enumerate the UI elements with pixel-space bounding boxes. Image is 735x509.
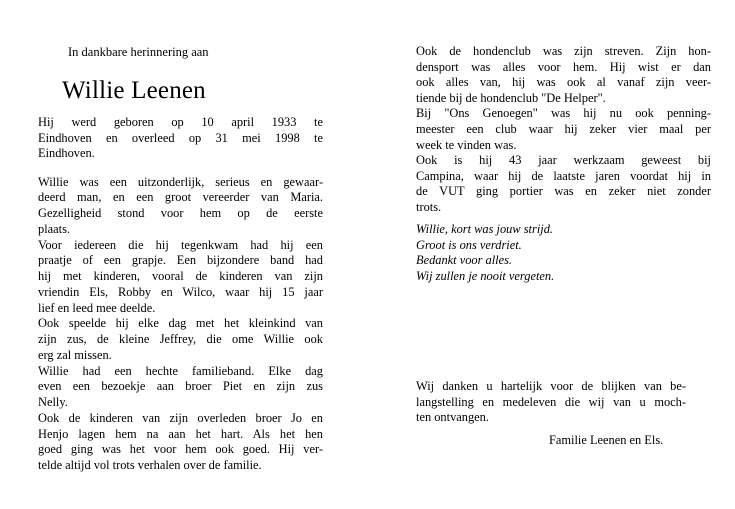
text-line: tiende bij de hondenclub "De Helper". xyxy=(416,90,606,105)
text-line: Willie had een hechte familieband. Elke dag xyxy=(38,363,323,378)
text-line: Ook is hij 43 jaar werkzaam geweest bij xyxy=(416,153,711,168)
text-line: deerd man, en een groot vereerder van Maria. xyxy=(38,190,323,205)
text-line: Gezelligheid stond voor hem op de eerste xyxy=(38,206,323,220)
text-line: even een bezoekje aan broer Piet en zijn zus xyxy=(38,379,323,394)
text-line: Henjo lagen hem na aan het hart. Als het hen xyxy=(38,426,323,441)
text-line: week te vinden was. xyxy=(416,137,517,152)
poem-line: Wij zullen je nooit vergeten. xyxy=(416,268,555,283)
text-line: telde altijd vol trots verhalen over de familie. xyxy=(38,458,262,472)
text-line: meester een club waar hij zeker vier maal per xyxy=(416,122,711,136)
text-line: Eindhoven en overleed op 31 mei 1998 te xyxy=(38,130,323,145)
text-line: Ook de hondenclub was zijn streven. Zijn hon- xyxy=(416,44,711,58)
text-line: Ook de kinderen van zijn overleden broer Jo en xyxy=(38,410,323,425)
text-line: trots. xyxy=(416,200,442,214)
text-line: hij met kinderen, vooral de kinderen van zijn xyxy=(38,269,323,283)
deceased-name: Willie Leenen xyxy=(62,77,206,104)
text-line: vriendin Els, Robby en Wilco, waar hij 15 jaar xyxy=(38,284,323,299)
text-line: Willie was een uitzonderlijk, serieus en gewaar- xyxy=(38,174,323,189)
text-line: ook alles van, hij was ook al vanaf zijn veer- xyxy=(416,75,711,90)
text-line: Campina, waar hij de laatste jaren voordat hij in xyxy=(416,168,711,183)
poem-line: Willie, kort was jouw strijd. xyxy=(416,222,553,236)
text-line: erg zal missen. xyxy=(38,347,112,362)
text-line: goed ging was het voor hem ook goed. Hij ver- xyxy=(38,442,323,457)
text-line: de VUT ging portier was en zeker niet zonder xyxy=(416,184,711,199)
text-line: zijn zus, de kleine Jeffrey, die ome Willie ook xyxy=(38,332,323,346)
text-line: plaats. xyxy=(38,221,70,236)
text-line: Hij werd geboren op 10 april 1933 te xyxy=(38,115,323,129)
text-line: lief en leed mee deelde. xyxy=(38,300,156,315)
poem-line: Groot is ons verdriet. xyxy=(416,237,522,252)
text-line: ten ontvangen. xyxy=(416,410,489,425)
text-line: Nelly. xyxy=(38,395,68,409)
text-line: praatje of een grapje. Een bijzondere band had xyxy=(38,253,323,268)
text-line: Eindhoven. xyxy=(38,146,95,160)
poem-line: Bedankt voor alles. xyxy=(416,253,513,267)
intro-line: In dankbare herinnering aan xyxy=(68,45,209,59)
text-line: Voor iedereen die hij tegenkwam had hij een xyxy=(38,237,323,252)
text-line: Wij danken u hartelijk voor de blijken van be- xyxy=(416,379,686,393)
text-line: Ook speelde hij elke dag met het kleinkind van xyxy=(38,316,323,331)
text-line: densport was alles voor hem. Hij wist er dan xyxy=(416,59,711,74)
text-line: Bij "Ons Genoegen" was hij nu ook penning- xyxy=(416,106,711,121)
family-signature: Familie Leenen en Els. xyxy=(549,433,664,447)
text-line: langstelling en medeleven die wij van u moch- xyxy=(416,394,686,409)
